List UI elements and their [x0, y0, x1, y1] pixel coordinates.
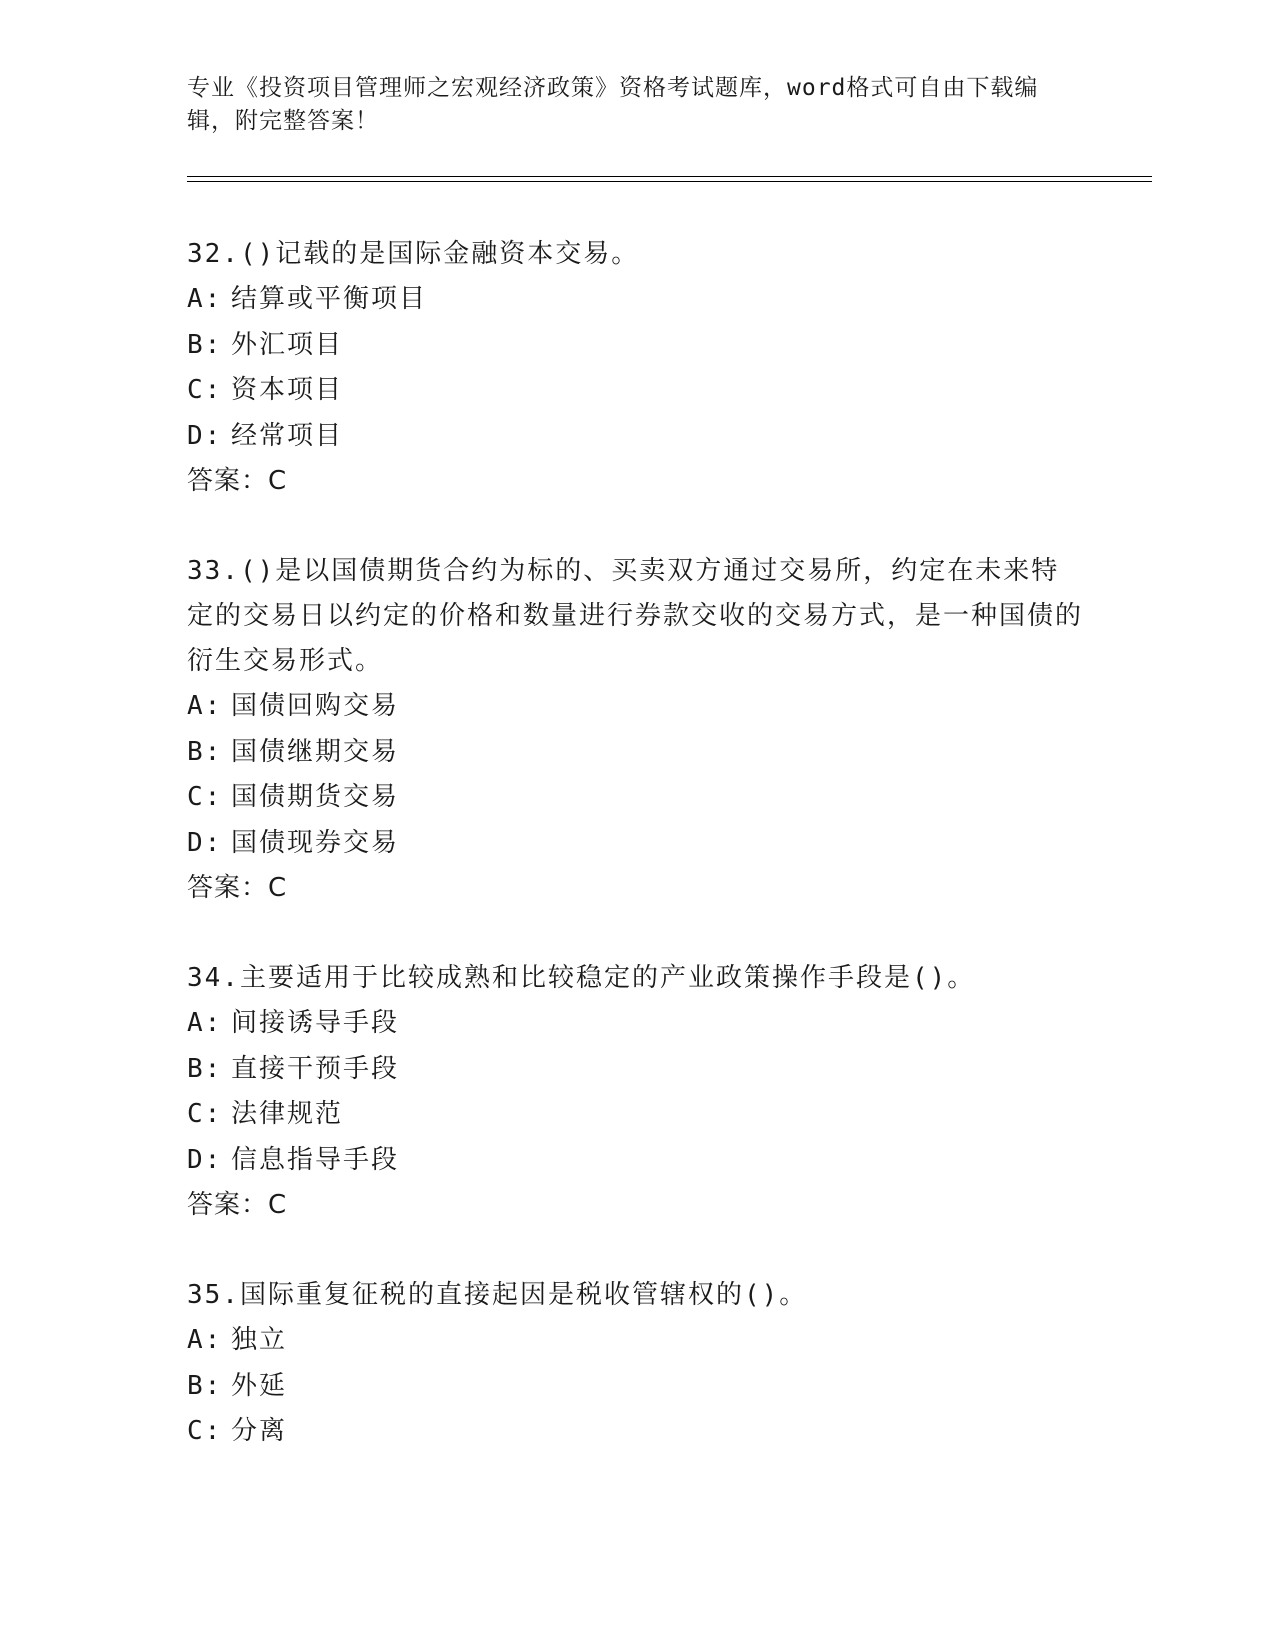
- option-letter: A:: [187, 284, 223, 314]
- question-35: [187, 1273, 1087, 1455]
- option-letter: C:: [187, 1099, 223, 1129]
- option-c: [187, 1092, 1087, 1138]
- option-a: [187, 1001, 1087, 1047]
- option-text: 法律规范: [231, 1099, 344, 1129]
- option-a: [187, 277, 1087, 323]
- question-stem: 34.主要适用于比较成熟和比较稳定的产业政策操作手段是()。: [187, 963, 976, 993]
- header-rule-top: [187, 176, 1152, 177]
- option-letter: D:: [187, 420, 223, 451]
- option-text: 国债期货交易: [231, 782, 400, 812]
- answer-line: 答案：C: [187, 873, 288, 903]
- option-b: [187, 730, 1087, 776]
- option-text: 资本项目: [231, 375, 344, 405]
- question-list: [187, 232, 1087, 1500]
- question-stem: 32.()记载的是国际金融资本交易。: [187, 239, 640, 269]
- option-text: 经常项目: [231, 420, 344, 451]
- option-text: 独立: [231, 1325, 288, 1355]
- option-text: 外汇项目: [231, 329, 344, 360]
- option-b: [187, 323, 1087, 369]
- option-text: 直接干预手段: [231, 1053, 400, 1084]
- header-rule-bottom: [187, 181, 1152, 182]
- option-letter: D:: [187, 1144, 223, 1175]
- option-b: [187, 1047, 1087, 1093]
- option-text: 分离: [231, 1416, 288, 1446]
- option-d: [187, 1138, 1087, 1184]
- option-text: 国债现券交易: [231, 827, 400, 858]
- option-letter: A:: [187, 1008, 223, 1038]
- question-32: [187, 232, 1087, 504]
- option-text: 国债继期交易: [231, 736, 400, 767]
- option-letter: C:: [187, 782, 223, 812]
- option-letter: D:: [187, 827, 223, 858]
- document-header: 专业《投资项目管理师之宏观经济政策》资格考试题库，word格式可自由下载编辑，附完整答案！: [187, 75, 1039, 134]
- question-34: [187, 956, 1087, 1228]
- option-letter: C:: [187, 1416, 223, 1446]
- question-33: [187, 549, 1087, 911]
- option-a: [187, 684, 1087, 730]
- option-letter: C:: [187, 375, 223, 405]
- option-text: 信息指导手段: [231, 1144, 400, 1175]
- option-d: [187, 821, 1087, 867]
- option-c: [187, 775, 1087, 821]
- option-text: 结算或平衡项目: [231, 284, 428, 314]
- answer-line: 答案：C: [187, 466, 288, 496]
- option-letter: B:: [187, 329, 223, 360]
- question-stem: 35.国际重复征税的直接起因是税收管辖权的()。: [187, 1280, 808, 1310]
- option-c: [187, 1409, 1087, 1455]
- option-c: [187, 368, 1087, 414]
- option-letter: B:: [187, 1370, 223, 1401]
- option-letter: A:: [187, 691, 223, 721]
- option-letter: B:: [187, 736, 223, 767]
- option-d: [187, 414, 1087, 460]
- option-a: [187, 1318, 1087, 1364]
- option-b: [187, 1364, 1087, 1410]
- option-text: 间接诱导手段: [231, 1008, 400, 1038]
- option-text: 国债回购交易: [231, 691, 400, 721]
- option-text: 外延: [231, 1370, 288, 1401]
- question-stem: 33.()是以国债期货合约为标的、买卖双方通过交易所，约定在未来特定的交易日以约定的价格和数量进行券款交收的交易方式，是一种国债的衍生交易形式。: [187, 556, 1084, 676]
- option-letter: B:: [187, 1053, 223, 1084]
- answer-line: 答案：C: [187, 1190, 288, 1220]
- option-letter: A:: [187, 1325, 223, 1355]
